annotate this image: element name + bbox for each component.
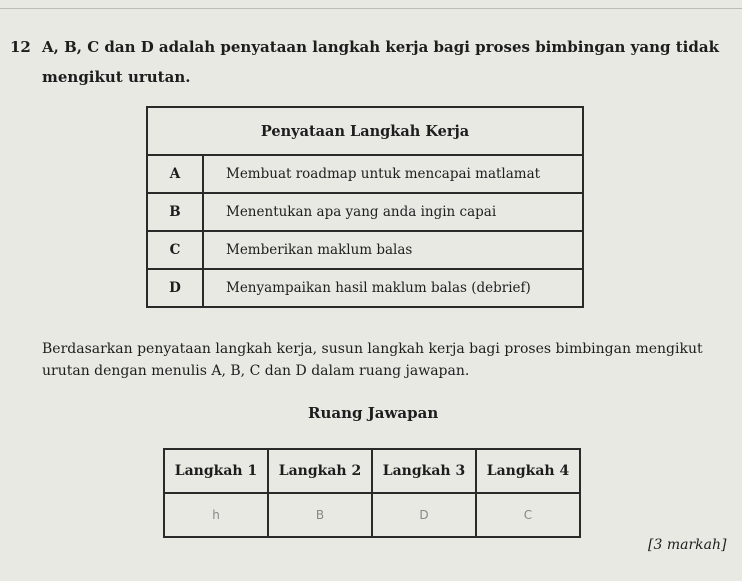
answer-header-step-1: Langkah 1 <box>164 449 268 493</box>
table-row <box>147 193 583 231</box>
step-statement: Menyampaikan hasil maklum balas (debrief) <box>203 269 583 307</box>
instruction-text <box>42 338 742 382</box>
step-letter: D <box>147 269 203 307</box>
answer-cell-step-2[interactable]: B <box>268 493 372 537</box>
answer-header-step-4: Langkah 4 <box>476 449 580 493</box>
answer-row <box>164 493 580 537</box>
instruction-line-1: Berdasarkan penyataan langkah kerja, susun langkah kerja bagi proses bimbingan mengikut <box>42 341 703 357</box>
step-letter: B <box>147 193 203 231</box>
instruction-line-2: urutan dengan menulis A, B, C dan D dalam ruang jawapan. <box>42 363 470 379</box>
answer-cell-step-1[interactable]: h <box>164 493 268 537</box>
table-row <box>147 155 583 193</box>
step-letter: C <box>147 231 203 269</box>
step-letter: A <box>147 155 203 193</box>
answer-table <box>163 448 581 538</box>
answer-cell-step-4[interactable]: C <box>476 493 580 537</box>
question-text <box>42 32 732 92</box>
step-statement: Membuat roadmap untuk mencapai matlamat <box>203 155 583 193</box>
question-line-2: mengikut urutan. <box>42 68 191 86</box>
answer-header-row <box>164 449 580 493</box>
steps-table <box>146 106 584 308</box>
marks-label: [3 markah] <box>648 537 727 553</box>
steps-table-header-row <box>147 107 583 155</box>
answer-header-step-2: Langkah 2 <box>268 449 372 493</box>
answer-header-step-3: Langkah 3 <box>372 449 476 493</box>
step-statement: Memberikan maklum balas <box>203 231 583 269</box>
step-statement: Menentukan apa yang anda ingin capai <box>203 193 583 231</box>
table-row <box>147 231 583 269</box>
top-divider <box>0 8 742 9</box>
answer-cell-step-3[interactable]: D <box>372 493 476 537</box>
steps-table-header: Penyataan Langkah Kerja <box>147 107 583 155</box>
question-line-1: A, B, C dan D adalah penyataan langkah kerja bagi proses bimbingan yang tidak <box>42 38 719 56</box>
answer-space-title: Ruang Jawapan <box>308 404 439 422</box>
question-number: 12 <box>10 38 31 56</box>
table-row <box>147 269 583 307</box>
